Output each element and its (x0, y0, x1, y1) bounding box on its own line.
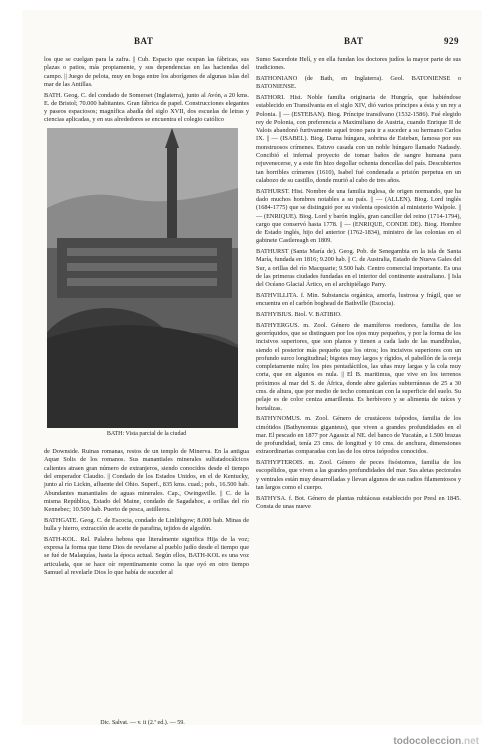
photo-illustration (47, 128, 238, 428)
page-number: 929 (444, 36, 459, 46)
header-left: BAT (134, 36, 154, 46)
entry-paragraph: BATHYPTEROIS. m. Zool. Género de peces fisóstomos, familia de los escopélidos, que viven a las grandes profundidades del mar. Sus aletas pectorales y ventrales están muy desarrolladas y llevan algunos de sus radios filamentosos y tan largos como el cuerpo. (256, 459, 461, 492)
entry-paragraph: Sumo Sacerdote Helí, y en ella fundan los doctores judíos la mayor parte de sus tradiciones. (256, 56, 461, 72)
entry-paragraph: BATHORI. Hist. Noble familia originaria de Hungría, que habiéndose establecido en Transilvania en el siglo XIV, dió varios príncipes a ésta y un rey a Polonia. || — (ESTEBAN). Biog. Príncipe transilvano (1532-1586). Fué elegido rey de Polonia, con preferencia a Maximiliano de Austria, cuando Enrique II de Valois abandonó furtivamente aquel trono para ir a suceder a su hermano Carlos IX. || — (ISABEL). Biog. Dama húngara, sobrina de Esteban, famosa por sus monstruosos crímenes. Estuvo casada con un noble húngaro llamado Nadasdy. Concibió el infernal proyecto de tomar baños de sangre humana para rejuvenecerse, y a este fin hizo degollar ochenta doncellas del país. Descubiertos tan horribles crímenes (1610), Isabel fué condenada a prisión perpetua en un calabozo de su castillo, donde murió al cabo de tres años. (256, 93, 461, 184)
watermark-suffix: .net (461, 736, 479, 747)
entry-paragraph: BATHVILLITA. f. Min. Substancia orgánica, amorfa, lustrosa y frágil, que se encuentra en el carbón boghead de Bathville (Escocia). (256, 291, 461, 308)
entry-paragraph: BATHYBIUS. Biol. V. BATIBIO. (256, 310, 342, 318)
left-column (44, 56, 249, 580)
entry-paragraph: BATH. Geog. C. del condado de Somerset (Inglaterra), junto al Avón, a 20 kms. E. de Bristol; 70.000 habitantes. Gran fábrica de papel. Construcciones elegantes y paseos espaciosos; magnífica abadía del siglo XVII, dos escuelas de letras y ciencias aplicadas, y en sus alrededores se encuentra el colegio católico (44, 91, 249, 124)
header-center: BAT (344, 36, 364, 46)
entry-paragraph: BATHYNOMUS. m. Zool. Género de crustáceos isópodos, familia de los cimótidos (Bathynomus giganteus), que viven a grandes profundidades en el mar. El pescado en 1877 por Agassiz al NE. del banco de Yucatán, a 1.500 brazas de profundidad, tenía 23 cms. de longitud y 10 cms. de anchura, dimensiones extraordinarias comparadas con las de los otros isópodos conocidos. (256, 415, 461, 456)
entry-paragraph: BATHONIANO (de Bath, en Inglaterra). Geol. BATONIENSE o BATONIENSE. (256, 74, 461, 91)
watermark-logo (393, 736, 479, 747)
entry-paragraph: BATHYSA. f. Bot. Género de plantas rubiáceas establecido por Presl en 1845. Consta de unas nueve (256, 494, 461, 511)
entry-paragraph: BATHGATE. Geog. C. de Escocia, condado de Linlithgow; 8.000 hab. Minas de hulla y hierro, extracción de aceite de parafina, tejidos de algodón. (44, 516, 249, 533)
city-photo (47, 128, 238, 428)
entry-paragraph: BATHURST. Hist. Nombre de una familia inglesa, de origen normando, que ha dado muchos hombres notables a su país. || — (ALLEN). Biog. Lord inglés (1684-1775) que se distinguió por su violenta oposición al ministerio Walpole. || — (ENRIQUE). Biog. Lord y barón inglés, gran canciller del reino (1714-1794), cargo que conservó hasta 1778. || — (ENRIQUE, CONDE DE). Biog. Hombre de Estado inglés, hijo del anterior (1762-1834), ministro de las colonias en el gabinete Castlereagh en 1809. (256, 187, 461, 245)
entry-paragraph: los que se cuelgan para la zafra. || Cub. Espacio que ocupan las fábricas, sus plazas o patios, más propiamente, y sus dependencias en las haciendas del campo. || Juego de pelota, muy en boga entre los aborígenes de algunas islas del mar de las Antillas. (44, 56, 249, 88)
footer-note: Dic. Salvat. — v. ii (2.ª ed.). — 59. (100, 720, 185, 726)
watermark-brand: todocoleccion (393, 736, 462, 747)
entry-paragraph: BATH-KOL. Rel. Palabra hebrea que literalmente significa Hija de la voz; expresa la forma que tiene Dios de revelarse al pueblo judío desde el tiempo que se fué de Malaquías, hasta la época actual. Según ellos, BATH-KOL es una voz articulada, que se hace oír repentinamente como la que oyó en otro tiempo Samuel al revelarle Dios lo que había de suceder al (44, 535, 249, 576)
entry-paragraph: BATHYERGUS. m. Zool. Género de mamíferos roedores, familia de los georríquidos, que se distinguen por los ojos muy pequeños, y por la forma de los incisivos superiores, que son planos y tienen a cada lado de las mandíbulas, siendo el posterior más pequeño que los otros; los incisivos superiores con un profundo surco longitudinal; bigotes muy largos y rígidos, el pabellón de la oreja completamente nulo; los pies pentadáctilos, las uñas muy largas y la cola muy corta, que en algunos es nula. || El B. maritimus, que vive en los terrenos próximos al mar del S. de África, donde abre galerías subterráneas de 25 a 30 cms. de altura, que por medio de techo comunican con la superficie del suelo. Su pelaje es de color ceniza amarillenta. Es herbívoro y se alimenta de raíces y hortalizas. (256, 321, 461, 412)
photo-caption: BATH: Vista parcial de la ciudad (106, 430, 187, 437)
right-column (256, 56, 461, 514)
running-header (44, 36, 459, 50)
entry-paragraph: de Downside. Ruinas romanas, restos de un templo de Minerva. En la antigua Aquæ Solis de los romanos. Sus manantiales minerales sulfatadocálcicos calientes atraen gran número de extranjeros, siendo conocidos desde el tiempo del emperador Claudio. || Condado de los Estados Unidos, en el de Kentucky, junto al río Lickin, afluente del Ohio. Superf., 835 kms. cuad.; pob., 16.500 hab. Abundantes manantiales de aguas minerales. Cap., Owingsville. || C. de la misma República, Estado del Maine, condado de Sagadahoc, a orillas del río Kennebec; 10.500 hab. Puerto de pesca, astilleros. (44, 448, 249, 514)
entry-paragraph: BATHURST (Santa María de). Geog. Pob. de Senegambia en la isla de Santa María, fundada en 1816; 9.200 hab. || C. de Australia, Estado de Nueva Gales del Sur, a orillas del río Macquarie; 9.500 hab. Centro comercial importante. Es una de las primeras ciudades fundadas en el interior del continente australiano. || Isla del Océano Glacial Ártico, en el archipiélago Parry. (256, 248, 461, 289)
